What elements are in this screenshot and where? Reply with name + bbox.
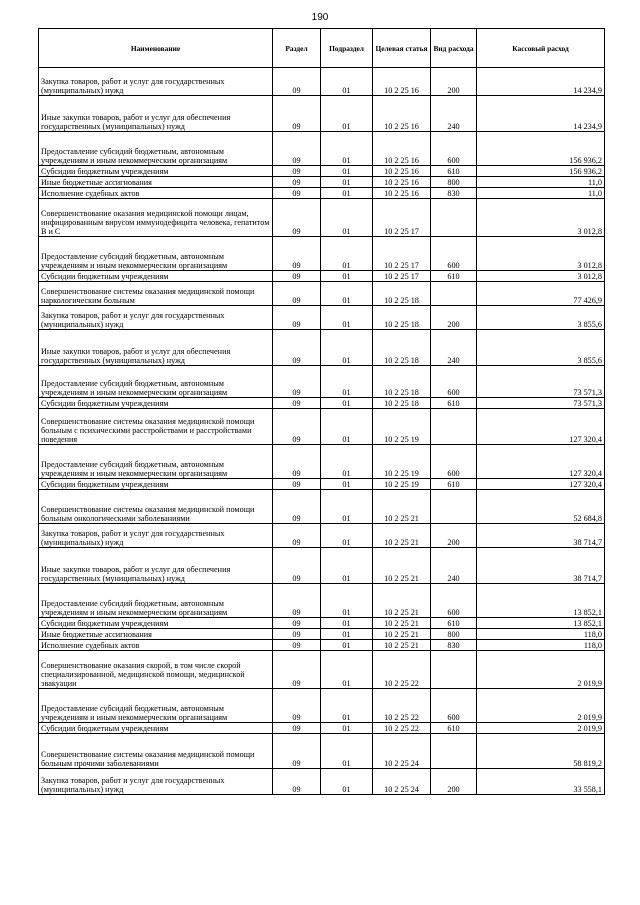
table-row: [39, 618, 605, 629]
cell-vid: 600: [431, 366, 477, 398]
col-header-vid: Вид расхода: [431, 29, 477, 68]
cell-vid: 610: [431, 271, 477, 282]
cell-podrazdel: 01: [321, 96, 373, 132]
cell-name: Предоставление субсидий бюджетным, автономным учреждениям и иным некоммерческим организациям: [39, 237, 273, 271]
cell-razdel: 09: [273, 651, 321, 689]
cell-name: Субсидии бюджетным учреждениям: [39, 398, 273, 409]
cell-amount: 127 320,4: [477, 445, 605, 479]
table-row: [39, 584, 605, 618]
cell-name: Предоставление субсидий бюджетным, автономным учреждениям и иным некоммерческим организациям: [39, 689, 273, 723]
cell-statya: 10 2 25 17: [373, 237, 431, 271]
cell-razdel: 09: [273, 734, 321, 769]
cell-vid: 600: [431, 584, 477, 618]
cell-amount: 14 234,9: [477, 96, 605, 132]
cell-razdel: 09: [273, 199, 321, 237]
cell-razdel: 09: [273, 398, 321, 409]
cell-podrazdel: 01: [321, 271, 373, 282]
cell-vid: [431, 651, 477, 689]
cell-amount: 2 019,9: [477, 689, 605, 723]
cell-podrazdel: 01: [321, 237, 373, 271]
cell-razdel: 09: [273, 132, 321, 166]
table-row: [39, 282, 605, 306]
cell-amount: 52 684,8: [477, 490, 605, 524]
cell-statya: 10 2 25 21: [373, 640, 431, 651]
cell-amount: 127 320,4: [477, 479, 605, 490]
cell-podrazdel: 01: [321, 548, 373, 584]
cell-name: Субсидии бюджетным учреждениям: [39, 723, 273, 734]
cell-amount: 73 571,3: [477, 398, 605, 409]
cell-amount: 38 714,7: [477, 548, 605, 584]
cell-name: Совершенствование системы оказания медицинской помощи наркологическим больным: [39, 282, 273, 306]
cell-razdel: 09: [273, 409, 321, 445]
cell-razdel: 09: [273, 306, 321, 330]
cell-name: Субсидии бюджетным учреждениям: [39, 618, 273, 629]
cell-razdel: 09: [273, 96, 321, 132]
cell-podrazdel: 01: [321, 651, 373, 689]
col-header-name: Наименование: [39, 29, 273, 68]
cell-podrazdel: 01: [321, 723, 373, 734]
cell-amount: 2 019,9: [477, 723, 605, 734]
cell-amount: 3 012,8: [477, 237, 605, 271]
cell-razdel: 09: [273, 618, 321, 629]
cell-statya: 10 2 25 16: [373, 166, 431, 177]
cell-statya: 10 2 25 18: [373, 398, 431, 409]
cell-vid: 240: [431, 548, 477, 584]
cell-amount: 118,0: [477, 640, 605, 651]
cell-statya: 10 2 25 18: [373, 282, 431, 306]
cell-vid: 240: [431, 330, 477, 366]
cell-amount: 3 855,6: [477, 306, 605, 330]
cell-vid: 610: [431, 479, 477, 490]
cell-podrazdel: 01: [321, 306, 373, 330]
cell-statya: 10 2 25 24: [373, 734, 431, 769]
cell-statya: 10 2 25 18: [373, 366, 431, 398]
cell-name: Субсидии бюджетным учреждениям: [39, 479, 273, 490]
cell-amount: 3 855,6: [477, 330, 605, 366]
cell-name: Совершенствование оказания медицинской помощи лицам, инфицированным вирусом иммунодефицита человека, гепатитом В и С: [39, 199, 273, 237]
table-row: [39, 734, 605, 769]
cell-podrazdel: 01: [321, 629, 373, 640]
table-row: [39, 96, 605, 132]
cell-vid: 800: [431, 629, 477, 640]
cell-amount: 11,0: [477, 177, 605, 188]
cell-razdel: 09: [273, 524, 321, 548]
cell-amount: 77 426,9: [477, 282, 605, 306]
cell-razdel: 09: [273, 68, 321, 96]
cell-razdel: 09: [273, 629, 321, 640]
cell-statya: 10 2 25 17: [373, 271, 431, 282]
cell-amount: 156 936,2: [477, 166, 605, 177]
cell-vid: 200: [431, 306, 477, 330]
cell-vid: 610: [431, 618, 477, 629]
table-row: [39, 689, 605, 723]
cell-statya: 10 2 25 21: [373, 524, 431, 548]
cell-vid: 600: [431, 689, 477, 723]
cell-podrazdel: 01: [321, 199, 373, 237]
cell-amount: 156 936,2: [477, 132, 605, 166]
cell-vid: [431, 409, 477, 445]
cell-name: Совершенствование системы оказания медицинской помощи больным прочими заболеваниями: [39, 734, 273, 769]
cell-vid: [431, 490, 477, 524]
cell-statya: 10 2 25 19: [373, 445, 431, 479]
cell-podrazdel: 01: [321, 689, 373, 723]
cell-name: Совершенствование оказания скорой, в том числе скорой специализированной, медицинской помощи, медицинской эвакуации: [39, 651, 273, 689]
cell-vid: 200: [431, 524, 477, 548]
cell-podrazdel: 01: [321, 68, 373, 96]
table-row: [39, 723, 605, 734]
cell-name: Закупка товаров, работ и услуг для государственных (муниципальных) нужд: [39, 68, 273, 96]
cell-vid: 600: [431, 132, 477, 166]
table-row: [39, 445, 605, 479]
cell-podrazdel: 01: [321, 132, 373, 166]
cell-name: Иные закупки товаров, работ и услуг для обеспечения государственных (муниципальных) нужд: [39, 96, 273, 132]
cell-statya: 10 2 25 16: [373, 177, 431, 188]
cell-statya: 10 2 25 19: [373, 409, 431, 445]
cell-statya: 10 2 25 16: [373, 132, 431, 166]
cell-vid: 610: [431, 723, 477, 734]
cell-podrazdel: 01: [321, 409, 373, 445]
cell-statya: 10 2 25 16: [373, 96, 431, 132]
cell-name: Закупка товаров, работ и услуг для государственных (муниципальных) нужд: [39, 524, 273, 548]
cell-vid: [431, 734, 477, 769]
table-row: [39, 629, 605, 640]
cell-podrazdel: 01: [321, 640, 373, 651]
cell-amount: 33 558,1: [477, 769, 605, 795]
cell-name: Исполнение судебных актов: [39, 188, 273, 199]
cell-vid: 830: [431, 188, 477, 199]
cell-amount: 11,0: [477, 188, 605, 199]
table-row: [39, 524, 605, 548]
cell-vid: [431, 282, 477, 306]
cell-razdel: 09: [273, 490, 321, 524]
cell-vid: 240: [431, 96, 477, 132]
cell-podrazdel: 01: [321, 177, 373, 188]
cell-name: Субсидии бюджетным учреждениям: [39, 271, 273, 282]
cell-name: Иные закупки товаров, работ и услуг для обеспечения государственных (муниципальных) нужд: [39, 548, 273, 584]
cell-name: Закупка товаров, работ и услуг для государственных (муниципальных) нужд: [39, 306, 273, 330]
cell-amount: 13 852,1: [477, 584, 605, 618]
cell-podrazdel: 01: [321, 618, 373, 629]
cell-vid: [431, 199, 477, 237]
cell-name: Иные бюджетные ассигнования: [39, 177, 273, 188]
cell-vid: 600: [431, 237, 477, 271]
cell-razdel: 09: [273, 282, 321, 306]
cell-name: Совершенствование системы оказания медицинской помощи больным с психическими расстройствами и расстройствами поведения: [39, 409, 273, 445]
cell-statya: 10 2 25 21: [373, 548, 431, 584]
cell-razdel: 09: [273, 769, 321, 795]
cell-statya: 10 2 25 16: [373, 188, 431, 199]
cell-razdel: 09: [273, 584, 321, 618]
table-body: [39, 68, 605, 795]
cell-amount: 3 012,8: [477, 271, 605, 282]
cell-amount: 118,0: [477, 629, 605, 640]
cell-amount: 127 320,4: [477, 409, 605, 445]
cell-statya: 10 2 25 18: [373, 330, 431, 366]
cell-name: Закупка товаров, работ и услуг для государственных (муниципальных) нужд: [39, 769, 273, 795]
cell-podrazdel: 01: [321, 524, 373, 548]
cell-amount: 38 714,7: [477, 524, 605, 548]
cell-podrazdel: 01: [321, 445, 373, 479]
cell-vid: 830: [431, 640, 477, 651]
cell-razdel: 09: [273, 548, 321, 584]
table-row: [39, 166, 605, 177]
cell-vid: 800: [431, 177, 477, 188]
cell-amount: 73 571,3: [477, 366, 605, 398]
cell-podrazdel: 01: [321, 769, 373, 795]
table-header-row: [39, 29, 605, 68]
cell-podrazdel: 01: [321, 479, 373, 490]
cell-statya: 10 2 25 22: [373, 723, 431, 734]
table-row: [39, 237, 605, 271]
cell-razdel: 09: [273, 188, 321, 199]
cell-podrazdel: 01: [321, 734, 373, 769]
cell-podrazdel: 01: [321, 166, 373, 177]
cell-razdel: 09: [273, 479, 321, 490]
table-row: [39, 132, 605, 166]
cell-podrazdel: 01: [321, 490, 373, 524]
col-header-razdel: Раздел: [273, 29, 321, 68]
cell-name: Иные закупки товаров, работ и услуг для обеспечения государственных (муниципальных) нужд: [39, 330, 273, 366]
cell-statya: 10 2 25 18: [373, 306, 431, 330]
cell-name: Исполнение судебных актов: [39, 640, 273, 651]
cell-podrazdel: 01: [321, 282, 373, 306]
table-row: [39, 68, 605, 96]
table-row: [39, 306, 605, 330]
table-row: [39, 490, 605, 524]
page-number: 190: [311, 12, 329, 23]
cell-podrazdel: 01: [321, 330, 373, 366]
cell-razdel: 09: [273, 237, 321, 271]
cell-statya: 10 2 25 21: [373, 629, 431, 640]
table-row: [39, 640, 605, 651]
cell-razdel: 09: [273, 177, 321, 188]
cell-name: Предоставление субсидий бюджетным, автономным учреждениям и иным некоммерческим организациям: [39, 584, 273, 618]
cell-statya: 10 2 25 21: [373, 618, 431, 629]
col-header-podrazdel: Подраздел: [321, 29, 373, 68]
table-row: [39, 769, 605, 795]
cell-vid: 610: [431, 166, 477, 177]
cell-amount: 13 852,1: [477, 618, 605, 629]
table-row: [39, 651, 605, 689]
cell-amount: 3 012,8: [477, 199, 605, 237]
cell-razdel: 09: [273, 366, 321, 398]
table-row: [39, 548, 605, 584]
table-row: [39, 366, 605, 398]
cell-statya: 10 2 25 19: [373, 479, 431, 490]
cell-vid: 600: [431, 445, 477, 479]
cell-vid: 200: [431, 769, 477, 795]
cell-statya: 10 2 25 22: [373, 689, 431, 723]
cell-amount: 14 234,9: [477, 68, 605, 96]
cell-statya: 10 2 25 21: [373, 490, 431, 524]
cell-statya: 10 2 25 16: [373, 68, 431, 96]
cell-razdel: 09: [273, 723, 321, 734]
table-row: [39, 479, 605, 490]
cell-razdel: 09: [273, 445, 321, 479]
cell-podrazdel: 01: [321, 188, 373, 199]
table-row: [39, 199, 605, 237]
cell-name: Субсидии бюджетным учреждениям: [39, 166, 273, 177]
cell-podrazdel: 01: [321, 398, 373, 409]
budget-table: [38, 28, 605, 795]
cell-razdel: 09: [273, 330, 321, 366]
cell-name: Совершенствование системы оказания медицинской помощи больным онкологическими заболеваниями: [39, 490, 273, 524]
table-row: [39, 188, 605, 199]
table-row: [39, 398, 605, 409]
cell-name: Предоставление субсидий бюджетным, автономным учреждениям и иным некоммерческим организациям: [39, 366, 273, 398]
cell-name: Иные бюджетные ассигнования: [39, 629, 273, 640]
cell-vid: 610: [431, 398, 477, 409]
cell-podrazdel: 01: [321, 366, 373, 398]
cell-name: Предоставление субсидий бюджетным, автономным учреждениям и иным некоммерческим организациям: [39, 445, 273, 479]
cell-statya: 10 2 25 17: [373, 199, 431, 237]
table-row: [39, 177, 605, 188]
col-header-amount: Кассовый расход: [477, 29, 605, 68]
cell-vid: 200: [431, 68, 477, 96]
cell-amount: 58 819,2: [477, 734, 605, 769]
table-row: [39, 409, 605, 445]
cell-razdel: 09: [273, 271, 321, 282]
cell-amount: 2 019,9: [477, 651, 605, 689]
cell-razdel: 09: [273, 166, 321, 177]
cell-razdel: 09: [273, 640, 321, 651]
table-row: [39, 271, 605, 282]
table-row: [39, 330, 605, 366]
cell-statya: 10 2 25 22: [373, 651, 431, 689]
cell-podrazdel: 01: [321, 584, 373, 618]
cell-name: Предоставление субсидий бюджетным, автономным учреждениям и иным некоммерческим организациям: [39, 132, 273, 166]
cell-razdel: 09: [273, 689, 321, 723]
col-header-statya: Целевая статья: [373, 29, 431, 68]
cell-statya: 10 2 25 24: [373, 769, 431, 795]
cell-statya: 10 2 25 21: [373, 584, 431, 618]
